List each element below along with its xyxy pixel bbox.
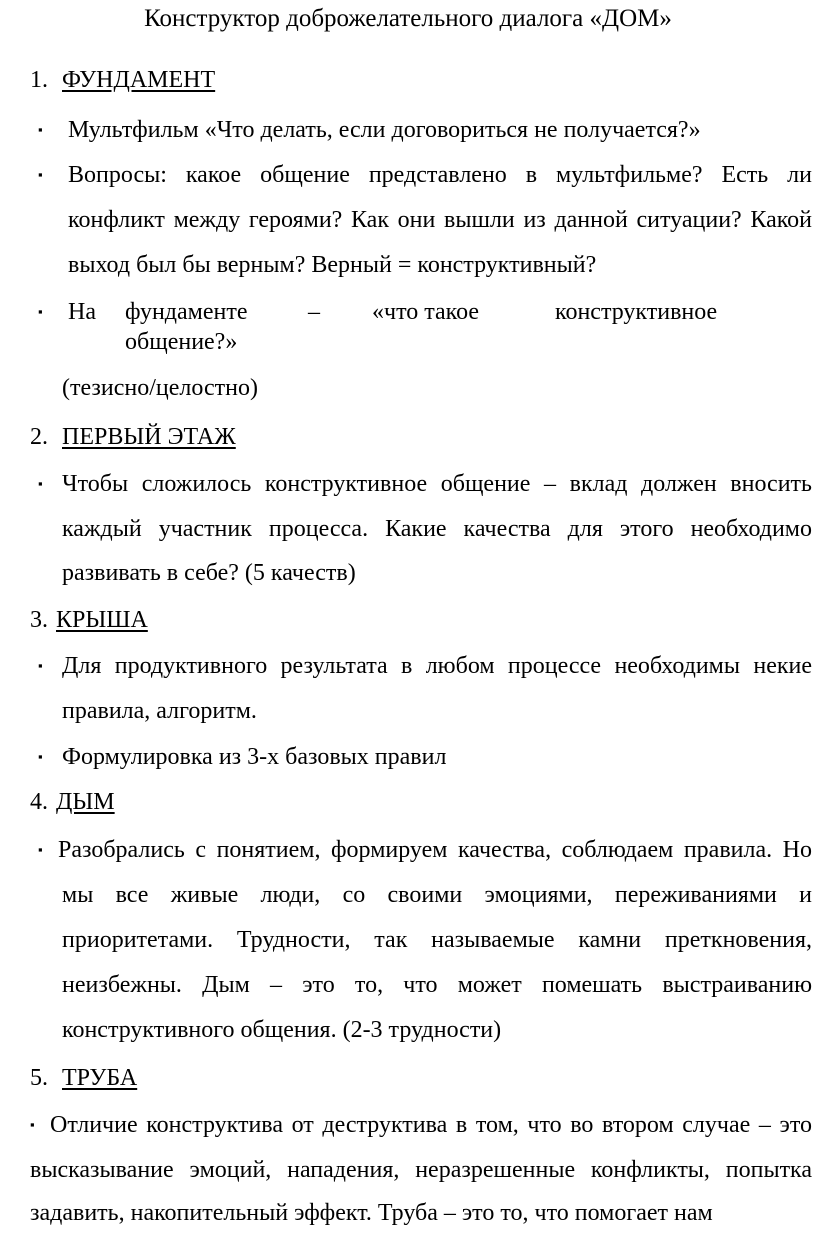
bullet-text: Для продуктивного результата в любом процессе необходимы некие (62, 653, 812, 679)
bullet-icon: ▪ (38, 842, 43, 857)
section-heading: ФУНДАМЕНТ (62, 67, 216, 93)
bullet-text: правила, алгоритм. (62, 698, 257, 724)
bullet-text: неизбежны. Дым – это то, что может помешать выстраиванию (62, 972, 812, 998)
bullet-icon: ▪ (30, 1117, 35, 1132)
section-heading: ДЫМ (56, 789, 115, 815)
bullet-text: Разобрались с понятием, формируем качества, соблюдаем правила. Но (58, 837, 812, 863)
section-number: 5. (30, 1065, 48, 1091)
bullet-icon: ▪ (38, 476, 43, 491)
paragraph-text: Отличие конструктива от деструктива в том, что во втором случае – это (50, 1112, 812, 1138)
bullet-text: выход был бы верным? Верный = конструктивный? (68, 252, 597, 278)
bullet-text: конструктивное (555, 299, 718, 325)
document-title: Конструктор доброжелательного диалога «ДОМ» (144, 5, 672, 32)
bullet-text: Вопросы: какое общение представлено в мультфильме? Есть ли (68, 162, 812, 188)
paragraph-text: высказывание эмоций, нападения, неразрешенные конфликты, попытка (30, 1157, 812, 1183)
bullet-text: «что такое (372, 299, 480, 325)
bullet-icon: ▪ (38, 167, 43, 182)
paragraph-text: задавить, накопительный эффект. Труба – это то, что помогает нам (30, 1200, 713, 1226)
bullet-text: приоритетами. Трудности, так называемые камни преткновения, (62, 927, 812, 953)
section-heading: ТРУБА (62, 1065, 138, 1091)
bullet-icon: ▪ (38, 122, 43, 137)
bullet-text: Мультфильм «Что делать, если договориться не получается?» (68, 117, 701, 143)
section-number: 3. (30, 607, 48, 633)
note-text: (тезисно/целостно) (62, 375, 258, 401)
bullet-text: Формулировка из 3-х базовых правил (62, 744, 447, 770)
section-number: 2. (30, 424, 48, 450)
section-number: 1. (30, 67, 48, 93)
bullet-text: На (68, 299, 96, 325)
bullet-text: фундаменте (125, 299, 248, 325)
bullet-text: Чтобы сложилось конструктивное общение – вклад должен вносить (62, 471, 812, 497)
bullet-icon: ▪ (38, 304, 43, 319)
section-heading: КРЫША (56, 607, 148, 633)
section-number: 4. (30, 789, 48, 815)
bullet-icon: ▪ (38, 658, 43, 673)
bullet-text: конфликт между героями? Как они вышли из данной ситуации? Какой (68, 207, 812, 233)
bullet-text: мы все живые люди, со своими эмоциями, переживаниями и (62, 882, 812, 908)
bullet-text: общение?» (125, 329, 238, 355)
bullet-text: – (308, 299, 320, 325)
section-heading: ПЕРВЫЙ ЭТАЖ (62, 424, 236, 450)
bullet-text: развивать в себе? (5 качеств) (62, 560, 356, 586)
bullet-icon: ▪ (38, 749, 43, 764)
bullet-text: каждый участник процесса. Какие качества для этого необходимо (62, 516, 812, 542)
bullet-text: конструктивного общения. (2-3 трудности) (62, 1017, 502, 1043)
